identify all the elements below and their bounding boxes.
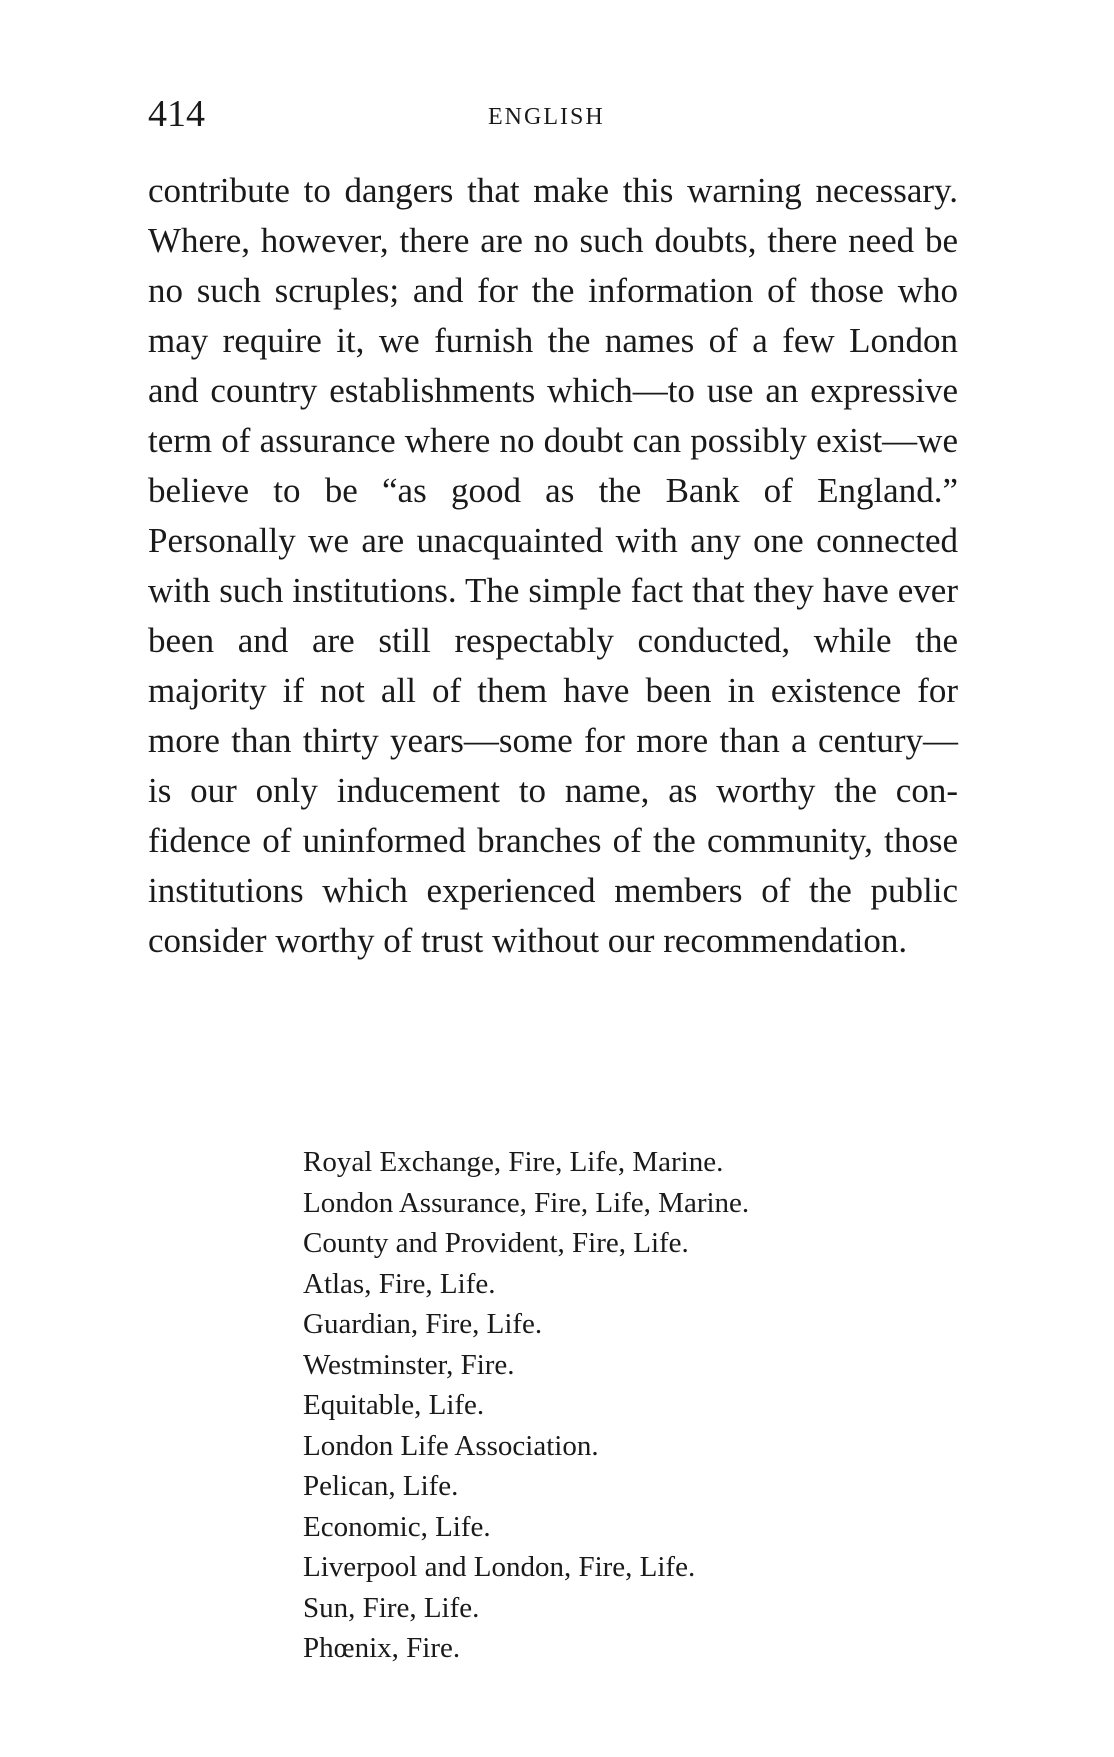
- page-header: [148, 92, 954, 142]
- list-item: County and Provident, Fire, Life.: [303, 1227, 689, 1259]
- list-item: Liverpool and London, Fire, Life.: [303, 1551, 696, 1583]
- list-item: Westminster, Fire.: [303, 1348, 515, 1381]
- list-item: Atlas, Fire, Life.: [303, 1267, 496, 1300]
- list-item: Phœnix, Fire.: [303, 1632, 461, 1664]
- running-head: ENGLISH: [488, 104, 605, 130]
- insurance-company-list: [303, 1142, 903, 1669]
- list-item: London Assurance, Fire, Life, Marine.: [303, 1186, 750, 1219]
- page-number: 414: [148, 93, 205, 135]
- list-item: Sun, Fire, Life.: [303, 1591, 480, 1624]
- list-item: Pelican, Life.: [303, 1470, 459, 1502]
- list-item: London Life Association.: [303, 1429, 599, 1462]
- body-paragraph: contribute to dangers that make this warning necessary. Where, however, there are no such doubts, there need be no such scruples; and for the information of those who may require it, we furnish the names of a few London and country establishments which—to use an expressive term of assurance where no doubt can possibly exist—we believe to be “as good as the Bank of England.” Personally we are unacquainted with any one connected with such institutions. The simple fact that they have ever been and are still respectably conducted, while the majority if not all of them have been in existence for more than thirty years—some for more than a century—is our only inducement to name, as worthy the confidence of uninformed branches of the community, those institutions which experienced members of the public consider worthy of trust without our recommendation.: [148, 171, 958, 960]
- list-item: Economic, Life.: [303, 1510, 491, 1543]
- list-item: Guardian, Fire, Life.: [303, 1308, 543, 1340]
- list-item: Equitable, Life.: [303, 1389, 485, 1421]
- list-item: Royal Exchange, Fire, Life, Marine.: [303, 1146, 724, 1178]
